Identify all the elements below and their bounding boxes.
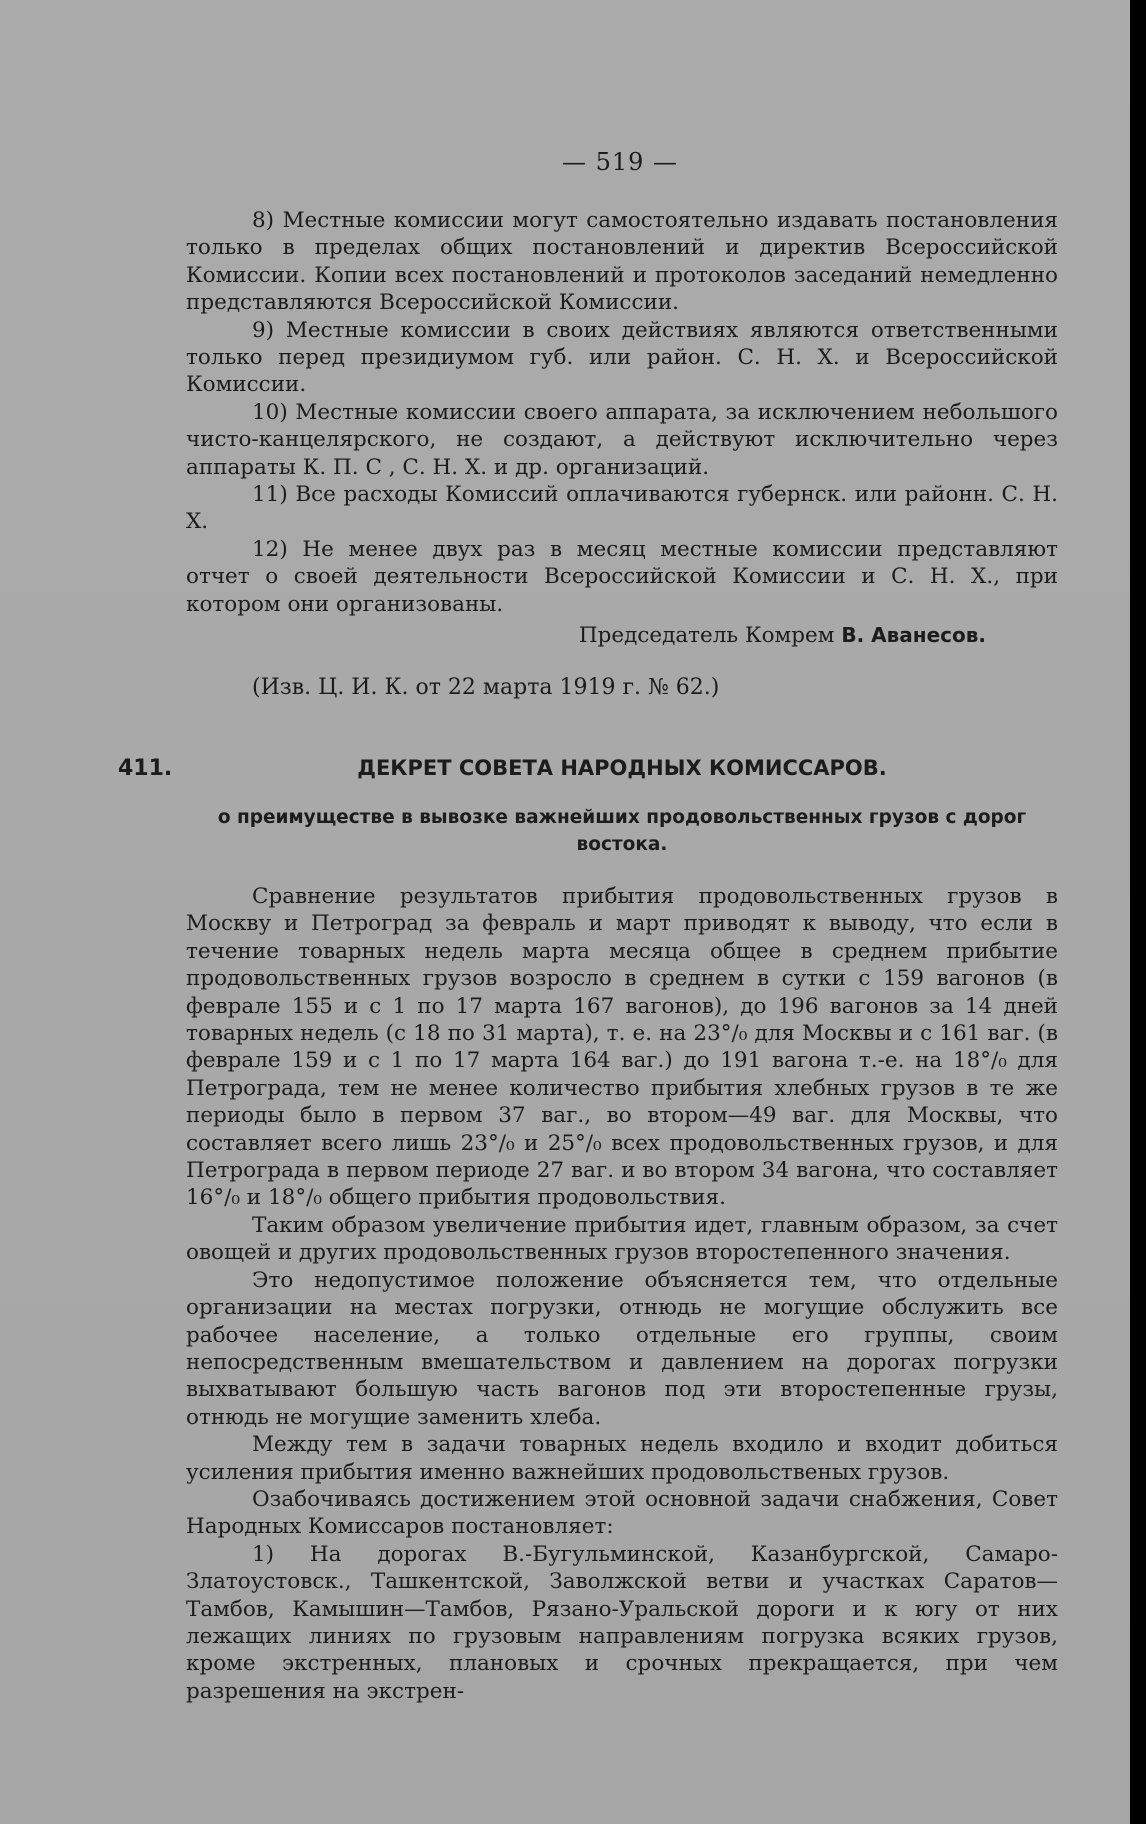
paragraph: 11) Все расходы Комиссий оплачиваются губернск. или районн. С. Н. Х. — [186, 482, 1058, 535]
paragraph: 8) Местные комиссии могут самостоятельно издавать постановления только в пределах общих постановлений и директив Всероссийской Комиссии. Копии всех постановлений и протоколов заседаний немедленно представляются Всероссийской Комиссии. — [186, 208, 1058, 316]
paragraph: 1) На дорогах В.-Бугульминской, Казанбургской, Самаро-Златоустовск., Ташкентской, Заволжской ветви и участках Саратов—Тамбов, Камышин—Тамбов, Рязано-Уральской дороги и к югу от них лежащих линиях по грузовым направлениям погрузка всяких грузов, кроме экстренных, плановых и срочных прекращается, при чем разрешения на экстрен- — [186, 1541, 1058, 1704]
page-number: — 519 — — [561, 148, 679, 176]
signature-prefix: Председатель Комрем — [578, 623, 835, 649]
signature-name: В. Аванесов. — [841, 623, 986, 648]
source-citation: (Изв. Ц. И. К. от 22 марта 1919 г. № 62.) — [252, 675, 720, 700]
paragraph: Это недопустимое положение объясняется тем, что отдельные организации на местах погрузки, отнюдь не могущие обслужить все рабочее население, а только отдельные его группы, своим непосредственным вмешательством и давлением на дорогах погрузки выхватывают большую часть вагонов под эти второстепенные грузы, отнюдь не могущие заменить хлеба. — [186, 1267, 1058, 1430]
paragraph: Озабочиваясь достижением этой основной задачи снабжения, Совет Народных Комиссаров постановляет: — [186, 1486, 1058, 1540]
paragraph: Таким образом увеличение прибытия идет, главным образом, за счет овощей и других продовольственных грузов второстепенного значения. — [186, 1212, 1058, 1266]
paragraph: Между тем в задачи товарных недель входило и входит добиться усиления прибытия именно важнейших продовольственых грузов. — [186, 1432, 1058, 1485]
decree-subtitle: о преимуществе в вывозке важнейших продовольственных грузов с дорог востока. — [217, 807, 1027, 855]
paragraph: 12) Не менее двух раз в месяц местные комиссии представляют отчет о своей деятельности Всероссийской Комиссии и С. Н. Х., при котором они организованы. — [186, 536, 1058, 617]
paragraph: 9) Местные комиссии в своих действиях являются ответственными только перед президиумом губ. или район. С. Н. Х. и Всероссийской Комиссии. — [186, 317, 1058, 398]
decree-title: ДЕКРЕТ СОВЕТА НАРОДНЫХ КОМИССАРОВ. — [357, 756, 887, 780]
top-section — [186, 207, 1058, 650]
signature — [186, 622, 1058, 649]
decree-body — [186, 883, 1058, 1705]
paragraph: 10) Местные комиссии своего аппарата, за исключением небольшого чисто-канцелярского, не создают, а действуют исключительно через аппараты К. П. С , С. Н. Х. и др. организаций. — [186, 399, 1058, 480]
decree-number: 411. — [118, 756, 173, 781]
paragraph: Сравнение результатов прибытия продовольственных грузов в Москву и Петроград за февраль и март приводят к выводу, что если в течение товарных недель марта месяца общее в среднем прибытие продовольственных грузов возросло в среднем в сутки с 159 вагонов (в феврале 155 и с 1 по 17 марта 167 вагонов), до 196 вагонов за 14 дней товарных недель (с 18 по 31 марта), т. е. на 23°/₀ для Москвы и с 161 ваг. (в феврале 159 и с 1 по 17 марта 164 ваг.) до 191 вагона т.-е. на 18°/₀ для Петрограда, тем не менее количество прибытия хлебных грузов в те же периоды было в первом 37 ваг., во втором—49 ваг. для Москвы, что составляет всего лишь 23°/₀ и 25°/₀ всех продовольственных грузов, и для Петрограда в первом периоде 27 ваг. и во втором 34 вагона, что составляет 16°/₀ и 18°/₀ общего прибытия продовольствия. — [186, 884, 1058, 1211]
